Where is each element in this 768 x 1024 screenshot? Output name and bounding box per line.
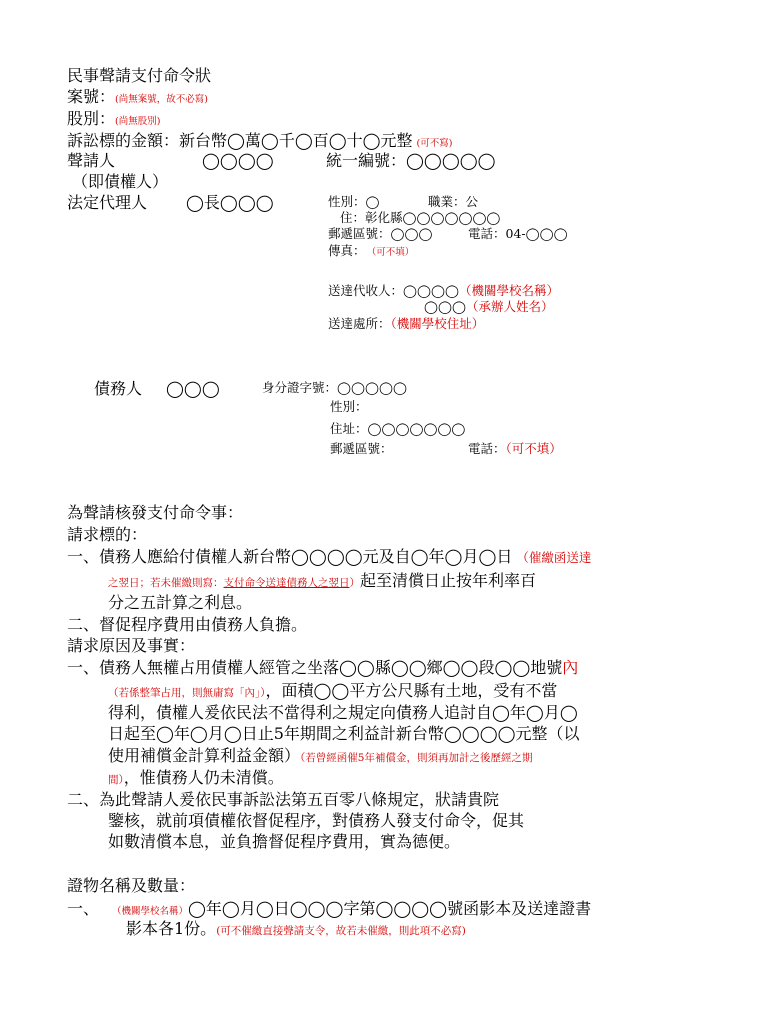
- applicant-name: ◯◯◯◯: [202, 151, 274, 170]
- document-title: 民事聲請支付命令狀: [67, 66, 212, 85]
- claim-1-note-1: （催繳函送達: [516, 550, 592, 565]
- applicant-sub: （即債權人）: [72, 172, 169, 191]
- evidence-1-line-1: [112, 901, 591, 917]
- reason-2-line-2: 鑒核，就前項債權依督促程序，對債務人發支付命令，促其: [108, 811, 525, 830]
- case-number-note: (尚無案號，故不必寫): [115, 94, 208, 105]
- recipient-note: （機關學校名稱）: [458, 283, 559, 298]
- reason-2-line-3: 如數清償本息，並負擔督促程序費用，實為德便。: [108, 832, 461, 851]
- case-number-row: [67, 89, 208, 105]
- division-note: (尚無股別): [115, 116, 161, 127]
- recipient-label: 送達代收人：◯◯◯◯: [328, 283, 459, 298]
- evidence-1-text-a: ◯年◯月◯日◯◯◯字第◯◯◯◯號函影本及送達證書: [188, 899, 592, 918]
- reason-1-text-f: ，惟債務人仍未清償。: [123, 768, 284, 787]
- recipient2-note: （承辦人姓名）: [465, 299, 554, 314]
- reason-1-note-2a: （若曾經函催5年補償金，則須再加計之後歷經之期: [300, 752, 533, 764]
- reason-1-text-a-red: 內: [562, 658, 579, 677]
- evidence-1-number: 一、: [67, 899, 100, 918]
- claim-1-note-2b: 支付命令送達債務人之翌日: [223, 577, 350, 589]
- amount-row: [67, 133, 452, 149]
- evidence-1-note: （機關學校名稱）: [112, 906, 189, 917]
- legal-rep-postal: 郵遞區號：◯◯◯: [328, 226, 433, 241]
- debtor-id: 身分證字號：◯◯◯◯◯: [262, 380, 407, 395]
- recipient-row: [328, 285, 559, 298]
- recipient2-row: [424, 301, 553, 314]
- legal-rep-fax-row: [328, 245, 414, 258]
- claim-1-text-b: 起至清償日止按年利率百: [360, 571, 537, 590]
- division-row: [67, 111, 160, 127]
- claim-1-line-2: [108, 573, 536, 589]
- debtor-name: ◯◯◯: [166, 379, 220, 398]
- debtor-postal: 郵遞區號：: [330, 441, 393, 456]
- debtor-phone-note: （可不填）: [505, 441, 562, 456]
- applicant-id: 統一編號：◯◯◯◯◯: [326, 151, 496, 170]
- claim-1-note-2a: 之翌日；若未催繳則寫：: [108, 577, 224, 589]
- debtor-gender: 性別：: [330, 399, 368, 414]
- debtor-phone-row: [468, 443, 562, 456]
- claims-heading: 請求標的：: [67, 525, 148, 544]
- legal-rep-fax-note: （可不填）: [371, 247, 415, 258]
- service-note: （機關學校住址）: [390, 316, 485, 331]
- reason-1-text-d: 日起至◯年◯月◯日止5年期間之利益計新台幣◯◯◯◯元整（以: [108, 724, 580, 743]
- evidence-1-line-2: [126, 921, 466, 937]
- reasons-heading: 請求原因及事實：: [67, 636, 196, 655]
- legal-rep-name: ◯長◯◯◯: [186, 193, 274, 212]
- claim-1-text-a: 一、債務人應給付債權人新台幣◯◯◯◯元及自◯年◯月◯日: [67, 547, 513, 566]
- debtor-label: 債務人: [94, 379, 143, 398]
- claim-2: 二、督促程序費用由債務人負擔。: [67, 615, 308, 634]
- reason-1-text-c: 得利，債權人爰依民法不當得利之規定向債務人追討自◯年◯月◯: [108, 703, 578, 722]
- claim-1-note-2c: ）: [349, 577, 360, 589]
- legal-rep-address: 住：彰化縣◯◯◯◯◯◯◯: [340, 210, 501, 225]
- amount-note: (可不寫): [416, 138, 453, 149]
- debtor-phone-label: 電話：: [468, 441, 506, 456]
- division-label: 股別：: [67, 109, 116, 128]
- evidence-1-text-b: 影本各1份。: [126, 919, 217, 938]
- evidence-heading: 證物名稱及數量：: [67, 876, 196, 895]
- evidence-1-note-2: (可不催繳直接聲請支令，故若未催繳，則此項不必寫): [216, 925, 466, 937]
- claim-1-text-c: 分之五計算之利息。: [108, 593, 253, 612]
- service-label: 送達處所：: [328, 316, 391, 331]
- reason-1-line-2: [108, 683, 557, 699]
- reason-1-note: （若係整筆占用，則無庸寫「內」）: [108, 687, 266, 699]
- recipient2-name: ◯◯◯: [424, 299, 466, 314]
- legal-rep-gender: 性別：◯: [328, 194, 380, 209]
- reason-1-text-e: 使用補償金計算利益金額）: [108, 746, 301, 765]
- reason-1-line-6: [108, 770, 284, 786]
- claim-1-line-1: [67, 549, 591, 565]
- reason-1-note-2b: 間）: [108, 774, 124, 786]
- applicant-label: 聲請人: [67, 151, 116, 170]
- amount-text: 訴訟標的金額：新台幣◯萬◯千◯百◯十◯元整: [67, 131, 413, 150]
- debtor-address: 住址：◯◯◯◯◯◯◯: [330, 421, 466, 436]
- reason-1-line-5: [108, 748, 532, 764]
- intro-text: 為聲請核發支付命令事：: [67, 503, 244, 522]
- legal-rep-fax-label: 傳真：: [328, 243, 366, 258]
- reason-2-line-1: 二、為此聲請人爰依民事訴訟法第五百零八條規定，狀請貴院: [67, 790, 500, 809]
- legal-rep-occupation: 職業：公: [428, 194, 479, 209]
- case-number-label: 案號：: [67, 87, 116, 106]
- legal-rep-label: 法定代理人: [67, 193, 148, 212]
- reason-1-line-1: [67, 660, 578, 676]
- legal-rep-phone: 電話：04-◯◯◯: [468, 226, 568, 241]
- reason-1-text-b: ，面積◯◯平方公尺縣有土地，受有不當: [265, 681, 558, 700]
- reason-1-text-a: 一、債務人無權占用債權人經管之坐落◯◯縣◯◯鄉◯◯段◯◯地號: [67, 658, 563, 677]
- service-row: [328, 318, 484, 331]
